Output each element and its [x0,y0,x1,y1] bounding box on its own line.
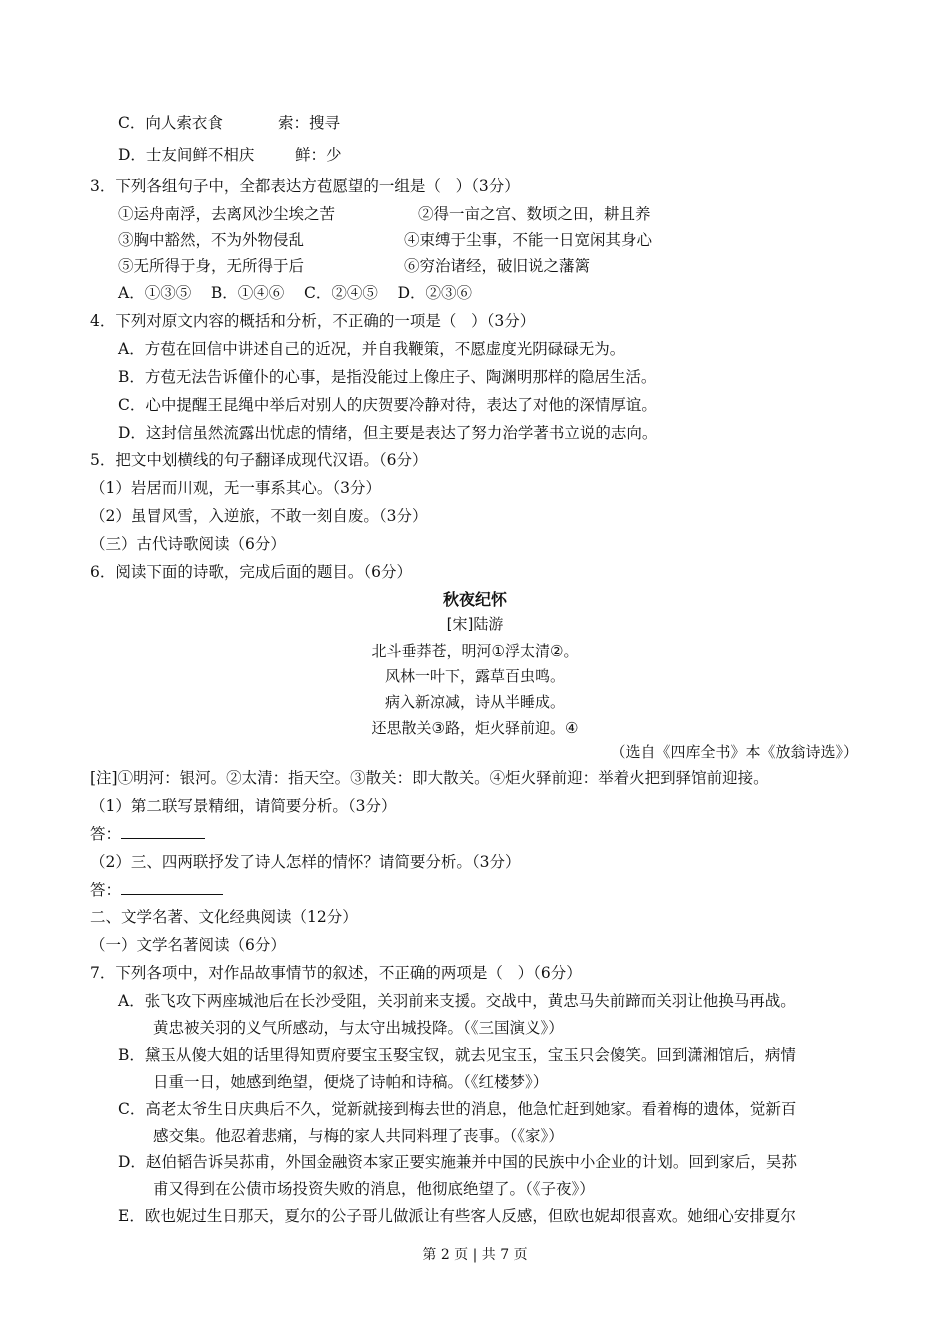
option-d-gloss: 鲜：少 [295,146,342,164]
q7-option-b-cont: 日重一日，她感到绝望，便烧了诗帕和诗稿。（《红楼梦》） [153,1073,549,1091]
section-2-heading: 二、文学名著、文化经典阅读（12分） [90,908,358,926]
answer-blank [121,824,205,839]
q6-part-2: （2）三、四两联抒发了诗人怎样的情怀？请简要分析。（3分） [90,853,521,871]
question-6: 6．阅读下面的诗歌，完成后面的题目。（6分） [90,563,412,581]
poem-author: [宋]陆游 [446,615,504,633]
q4-option-d: D．这封信虽然流露出忧虑的情绪，但主要是表达了努力治学著书立说的志向。 [118,424,658,442]
answer-line-2 [90,880,223,900]
q5-part-2: （2）虽冒风雪，入逆旅，不敢一刻自废。（3分） [90,507,428,525]
poem-line-1: 北斗垂莽苍，明河①浮太清②。 [371,642,579,660]
answer-blank [121,880,223,895]
section-poetry-heading: （三）古代诗歌阅读（6分） [90,535,286,553]
option-d-line: D．士友间鲜不相庆 [118,146,255,164]
q4-option-b: B．方苞无法告诉僮仆的心事，是指没能过上像庄子、陶渊明那样的隐居生活。 [118,368,657,386]
q3-item-6: ⑥穷治诸经，破旧说之藩篱 [404,257,591,275]
q3-item-2: ②得一亩之宫、数顷之田，耕且养 [418,205,651,223]
q3-item-3: ③胸中豁然，不为外物侵乱 [118,231,305,249]
poem-line-4: 还思散关③路，炬火驿前迎。④ [371,719,579,737]
q4-option-c: C．心中提醒王昆绳中举后对别人的庆贺要冷静对待，表达了对他的深情厚谊。 [118,396,657,414]
poem-source: （选自《四库全书》本《放翁诗选》） [610,743,858,761]
question-5: 5．把文中划横线的句子翻译成现代汉语。（6分） [90,451,428,469]
q5-part-1: （1）岩居而川观，无一事系其心。（3分） [90,479,381,497]
q3-item-1: ①运舟南浮，去离风沙尘埃之苦 [118,205,336,223]
q7-option-e: E．欧也妮过生日那天，夏尔的公子哥儿做派让有些客人反感，但欧也妮却很喜欢。她细心安排夏尔 [118,1207,796,1225]
option-c-line [118,113,223,133]
answer-label: 答： [90,881,122,899]
q7-option-a: A．张飞攻下两座城池后在长沙受阻，关羽前来支援。交战中，黄忠马失前蹄而关羽让他换马再战。 [118,992,796,1010]
q3-options: A．①③⑤ B．①④⑥ C．②④⑤ D．②③⑥ [118,284,472,302]
question-3: 3．下列各组句子中，全都表达方苞愿望的一组是（ ）（3分） [90,177,520,195]
q7-option-a-cont: 黄忠被关羽的义气所感动，与太守出城投降。（《三国演义》） [153,1019,564,1037]
section-classics-heading: （一）文学名著阅读（6分） [90,936,286,954]
q7-option-c-cont: 感交集。他忍着悲痛，与梅的家人共同料理了丧事。（《家》） [153,1127,564,1145]
poem-notes: [注]①明河：银河。②太清：指天空。③散关：即大散关。④炬火驿前迎：举着火把到驿馆前迎接。 [90,769,769,787]
q4-option-a: A．方苞在回信中讲述自己的近况，并自我鞭策，不愿虚度光阴碌碌无为。 [118,340,626,358]
q7-option-c: C．高老太爷生日庆典后不久，觉新就接到梅去世的消息，他急忙赶到她家。看着梅的遗体，觉新百 [118,1100,797,1118]
q7-option-b: B．黛玉从傻大姐的话里得知贾府要宝玉娶宝钗，就去见宝玉，宝玉只会傻笑。回到潇湘馆后，病情 [118,1046,796,1064]
question-4: 4．下列对原文内容的概括和分析，不正确的一项是（ ）（3分） [90,312,536,330]
page-footer: 第 2 页 | 共 7 页 [422,1247,528,1263]
q3-item-4: ④束缚于尘事，不能一日宽闲其身心 [404,231,653,249]
poem-line-3: 病入新凉减，诗从半睡成。 [384,693,565,711]
question-7: 7．下列各项中，对作品故事情节的叙述，不正确的两项是（ ）（6分） [90,964,582,982]
answer-line-1 [90,824,205,844]
option-c-text: C．向人索衣食 [118,114,223,132]
option-c-gloss: 索：搜寻 [278,114,341,132]
answer-label: 答： [90,825,122,843]
poem-line-2: 风林一叶下，露草百虫鸣。 [384,667,565,685]
q6-part-1: （1）第二联写景精细，请简要分析。（3分） [90,797,397,815]
poem-title: 秋夜纪怀 [442,590,507,609]
q7-option-d-cont: 甫又得到在公债市场投资失败的消息，他彻底绝望了。（《子夜》） [153,1180,595,1198]
q7-option-d: D．赵伯韬告诉吴荪甫，外国金融资本家正要实施兼并中国的民族中小企业的计划。回到家后，吴荪 [118,1153,797,1171]
q3-item-5: ⑤无所得于身，无所得于后 [118,257,305,275]
